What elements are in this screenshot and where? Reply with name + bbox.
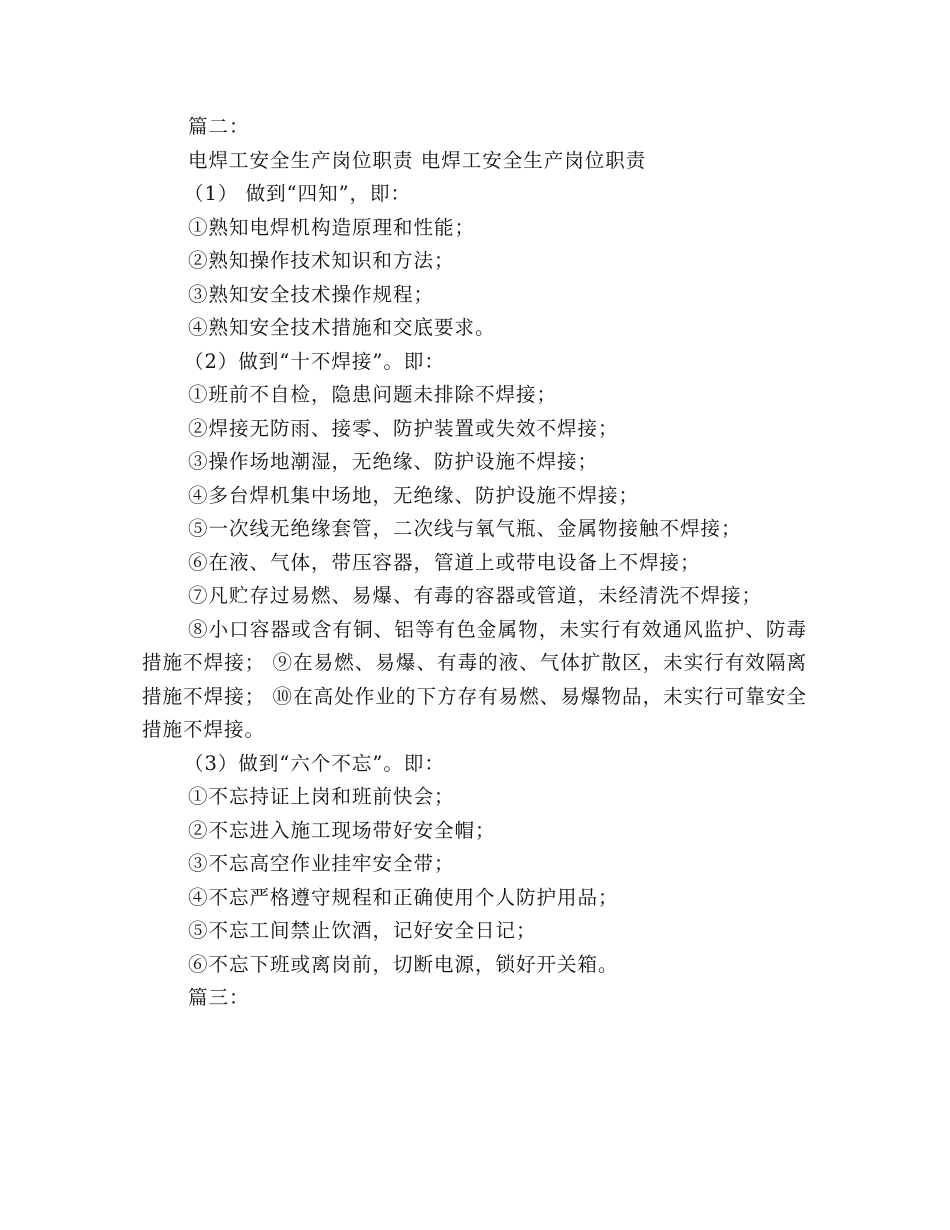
document-body — [142, 110, 807, 1015]
part-heading: 篇三： — [188, 986, 250, 1009]
list-item: ⑦凡贮存过易燃、易爆、有毒的容器或管道，未经清洗不焊接； — [188, 584, 763, 607]
list-item: ①不忘持证上岗和班前快会； — [188, 785, 455, 808]
section-heading: （1） 做到“四知”，即： — [184, 182, 412, 205]
wrapped-paragraph: ⑧小口容器或含有铜、铝等有色金属物，未实行有效通风监护、防毒措施不焊接； ⑨在易燃、易爆、有毒的液、气体扩散区，未实行有效隔离措施不焊接； ⑩在高处作业的下方存有易燃、易爆物品，未实行可靠安全措施不焊接。 — [142, 617, 807, 741]
list-item: ③熟知安全技术操作规程； — [188, 282, 435, 306]
list-item: ④多台焊机集中场地，无绝缘、防护设施不焊接； — [188, 483, 640, 507]
list-item: ④熟知安全技术措施和交底要求。 — [188, 316, 496, 339]
list-item: ①班前不自检，隐患问题未排除不焊接； — [188, 383, 558, 406]
document-title: 电焊工安全生产岗位职责 电焊工安全生产岗位职责 — [188, 148, 647, 172]
list-item: ①熟知电焊机构造原理和性能； — [188, 215, 476, 239]
list-item: ②熟知操作技术知识和方法； — [188, 249, 455, 272]
list-item: ②焊接无防雨、接零、防护装置或失效不焊接； — [188, 416, 619, 440]
section-heading: （3）做到“六个不忘”。即： — [184, 751, 445, 775]
list-item: ⑤一次线无绝缘套管，二次线与氧气瓶、金属物接触不焊接； — [188, 517, 742, 540]
list-item: ⑥不忘下班或离岗前，切断电源，锁好开关箱。 — [188, 952, 619, 976]
list-item: ⑤不忘工间禁止饮酒，记好安全日记； — [188, 919, 537, 942]
part-heading: 篇二： — [188, 115, 250, 138]
list-item: ③操作场地潮湿，无绝缘、防护设施不焊接； — [188, 450, 599, 473]
list-item: ③不忘高空作业挂牢安全带； — [188, 852, 455, 875]
section-heading: （2）做到“十不焊接”。即： — [184, 349, 445, 373]
list-item: ④不忘严格遵守规程和正确使用个人防护用品； — [188, 885, 619, 909]
list-item: ⑥在液、气体，带压容器，管道上或带电设备上不焊接； — [188, 550, 701, 574]
list-item: ②不忘进入施工现场带好安全帽； — [188, 818, 496, 842]
